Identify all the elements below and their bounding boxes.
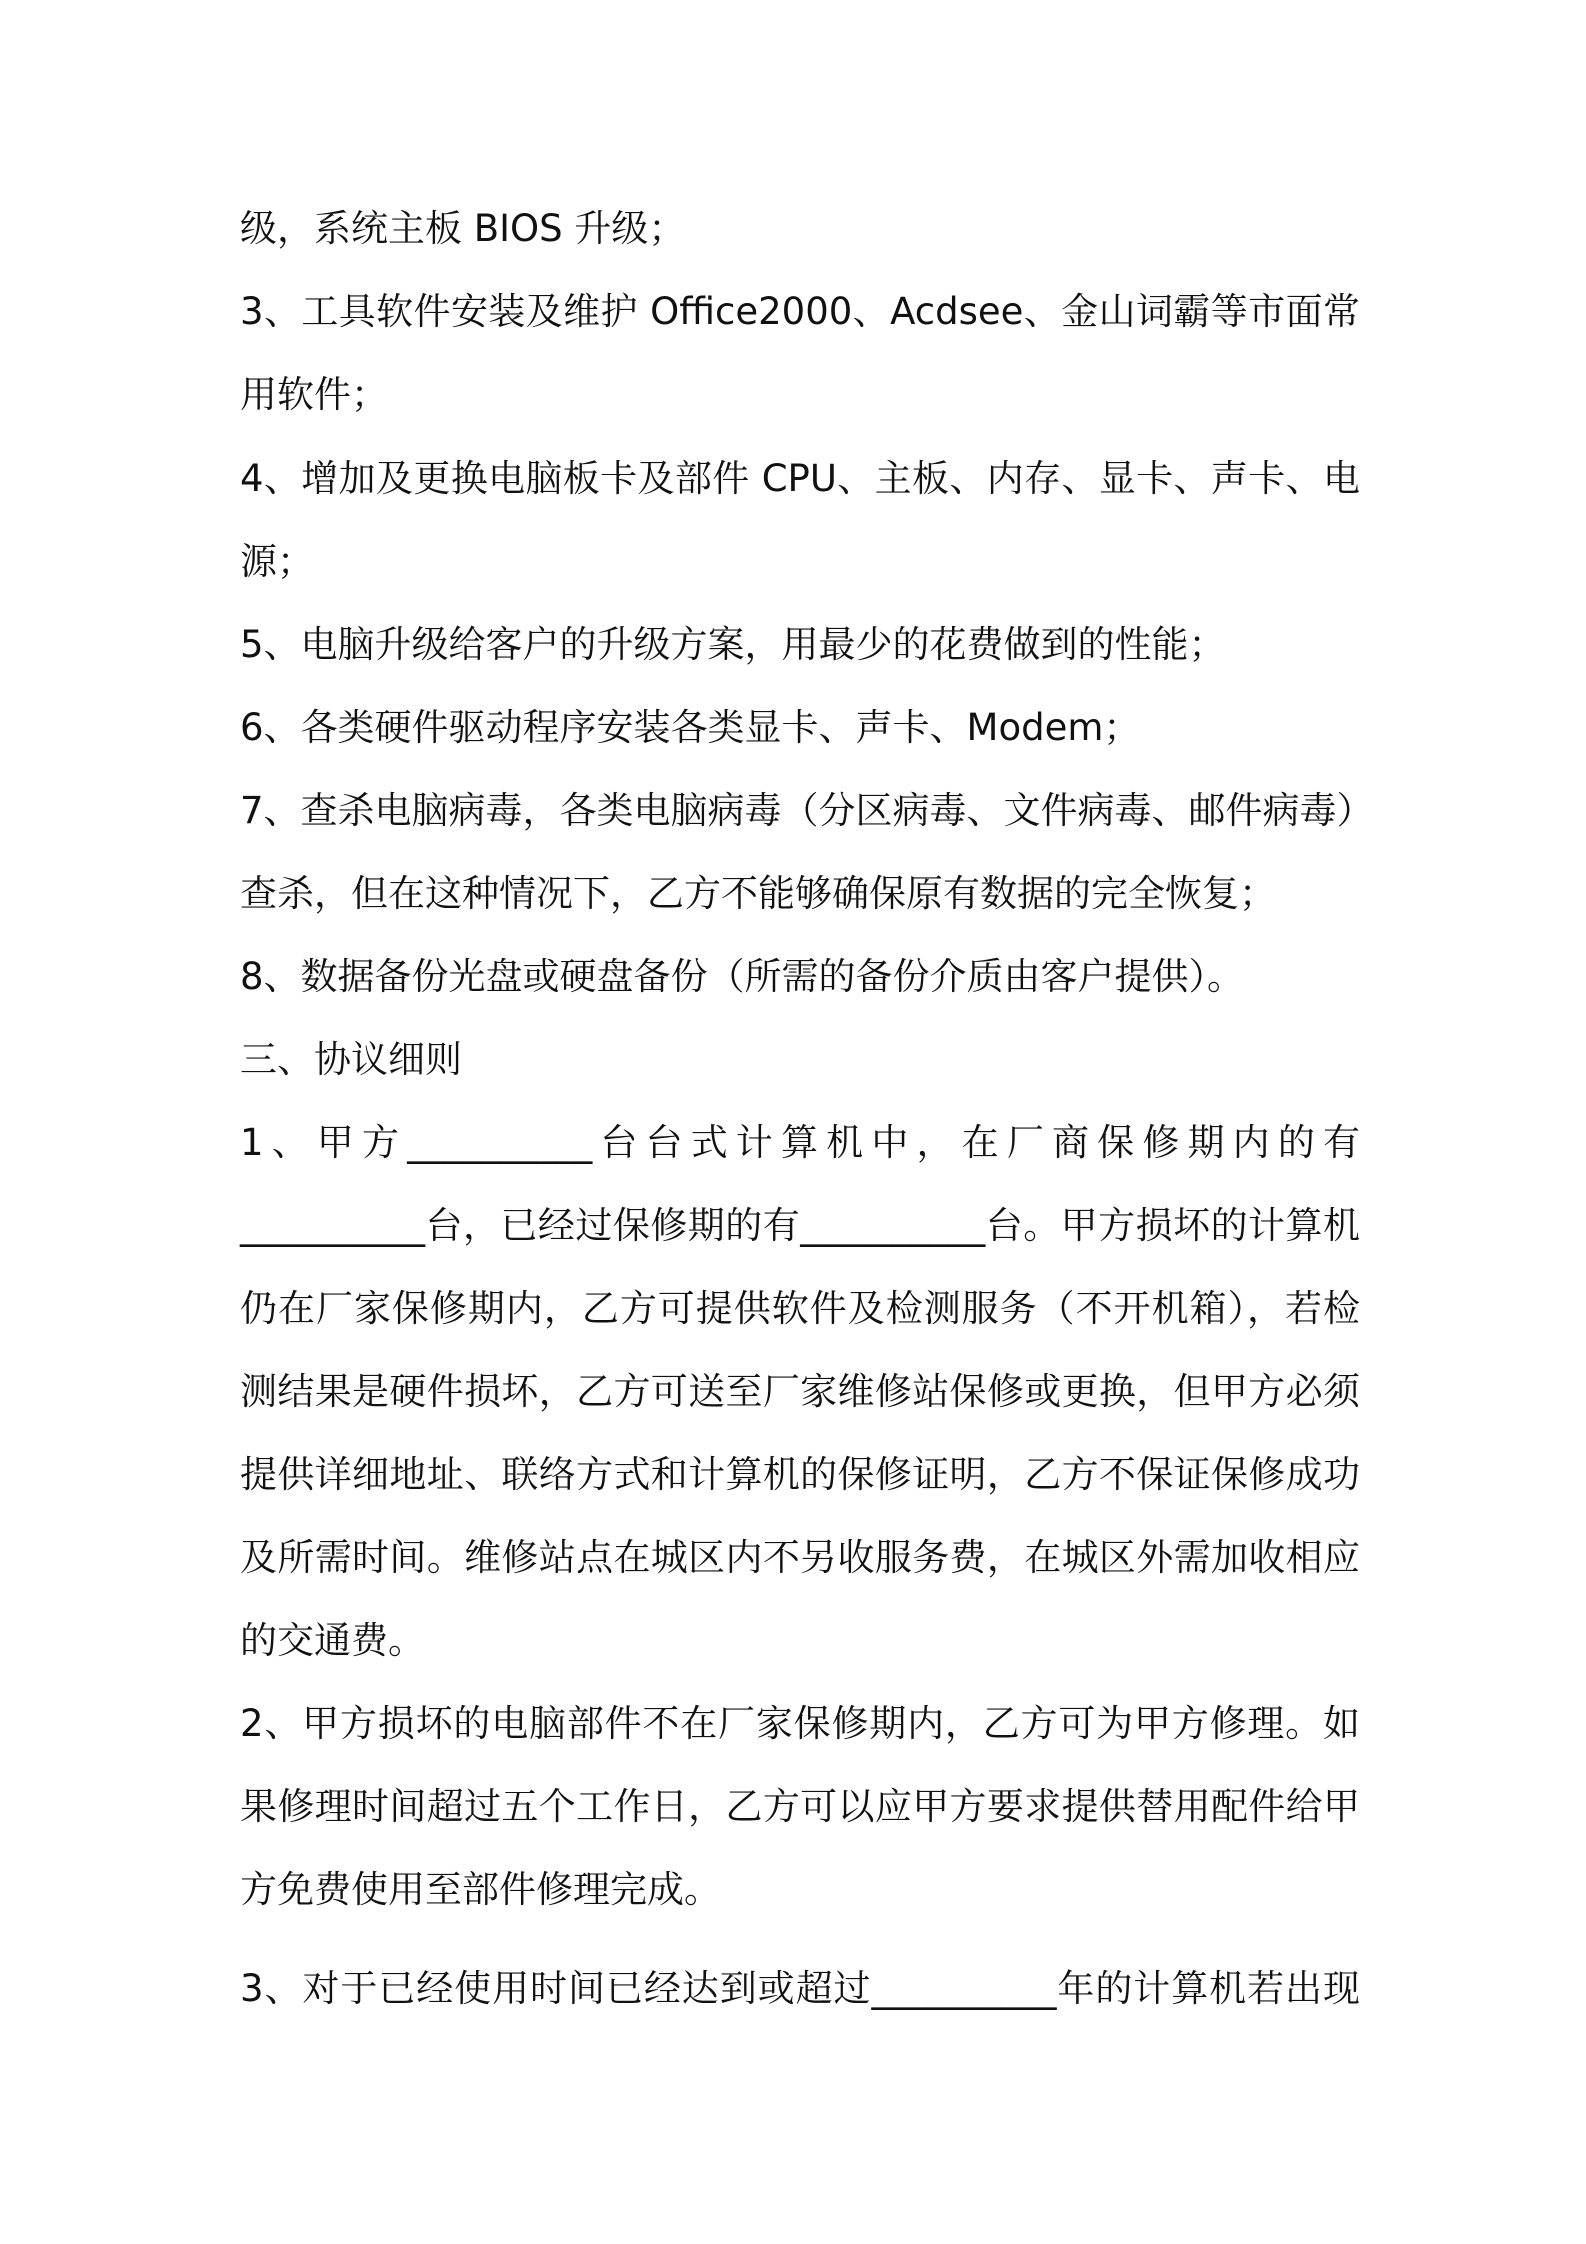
text-line: 用软件； [240,373,388,416]
text-line: 及所需时间。维修站点在城区内不另收服务费，在城区外需加收相应 [240,1536,1360,1579]
text-line: 的交通费。 [240,1619,425,1662]
text-line: 测结果是硬件损坏，乙方可送至厂家维修站保修或更换，但甲方必须 [240,1370,1360,1413]
text-line: 3、对于已经使用时间已经达到或超过__________年的计算机若出现 [240,1967,1360,2010]
text-line: 查杀，但在这种情况下，乙方不能够确保原有数据的完全恢复； [240,872,1276,915]
text-line: 源； [240,540,314,583]
text-line: 8、数据备份光盘或硬盘备份（所需的备份介质由客户提供）。 [240,955,1245,998]
text-line: 方免费使用至部件修理完成。 [240,1868,721,1911]
text-line: 7、查杀电脑病毒，各类电脑病毒（分区病毒、文件病毒、邮件病毒） [240,789,1374,832]
section-heading: 三、协议细则 [240,1038,462,1081]
text-line: 6、各类硬件驱动程序安装各类显卡、声卡、Modem； [240,706,1141,749]
text-line: 1、甲方__________台台式计算机中，在厂商保修期内的有 [240,1121,1360,1164]
text-line: 仍在厂家保修期内，乙方可提供软件及检测服务（不开机箱），若检 [240,1287,1360,1330]
text-line: 3、工具软件安装及维护 Office2000、Acdsee、金山词霸等市面常 [240,290,1360,333]
text-line: __________台，已经过保修期的有__________台。甲方损坏的计算机 [240,1204,1360,1247]
text-line: 4、增加及更换电脑板卡及部件 CPU、主板、内存、显卡、声卡、电 [240,457,1360,500]
text-line: 2、甲方损坏的电脑部件不在厂家保修期内，乙方可为甲方修理。如 [240,1702,1360,1745]
text-line: 级，系统主板 BIOS 升级； [240,207,686,250]
text-line: 5、电脑升级给客户的升级方案，用最少的花费做到的性能； [240,623,1226,666]
text-line: 提供详细地址、联络方式和计算机的保修证明，乙方不保证保修成功 [240,1453,1360,1496]
text-line: 果修理时间超过五个工作日，乙方可以应甲方要求提供替用配件给甲 [240,1785,1360,1828]
